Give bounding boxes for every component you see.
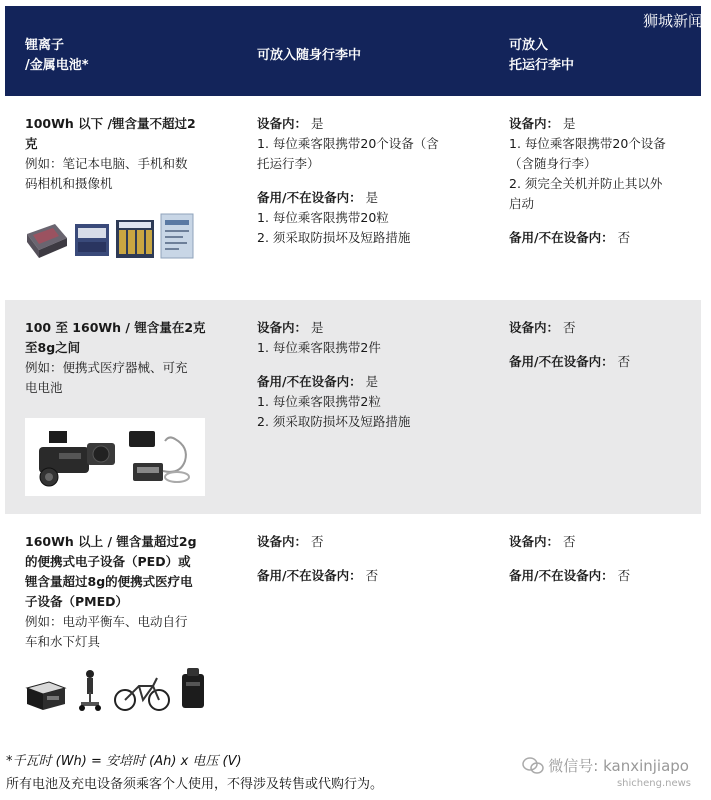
row1-checked-spare-label: 备用/不在设备内：	[509, 230, 614, 245]
row1-title-line1: 100Wh 以下 /锂含量不超过2	[25, 116, 196, 131]
row1-example-line1: 例如：笔记本电脑、手机和数	[25, 156, 188, 171]
row3-title-line1: 160Wh 以上 / 锂含量超过2g	[25, 534, 197, 549]
watermark-top: 狮城新闻	[642, 12, 703, 30]
header-col3-line1: 可放入	[509, 38, 549, 53]
row1-cabin-spare-rule1: 1. 每位乘客限携带20粒	[257, 210, 389, 225]
row2-checked-in-device-label: 设备内：	[509, 320, 560, 335]
row3-cabin-spare-value: 否	[365, 568, 379, 583]
wechat-icon	[522, 757, 544, 775]
header-col1-line1: 锂离子	[25, 38, 65, 53]
row1-checked-rule1-line1: 1. 每位乘客限携带20个设备	[509, 136, 666, 151]
table-header	[5, 6, 701, 96]
row2-battery-cell	[5, 300, 235, 514]
row1-cabin-spare-rule2: 2. 须采取防损坏及短路措施	[257, 230, 411, 245]
row2-checked-spare-label: 备用/不在设备内：	[509, 354, 614, 369]
row1-cabin-spare-value: 是	[365, 190, 379, 205]
battery-pack-icon	[73, 220, 111, 260]
row3-example-line2: 车和水下灯具	[25, 634, 101, 649]
row2-title-line2: 至8g之间	[25, 340, 81, 355]
row3-title-line3: 锂含量超过8g的便携式医疗电	[25, 574, 193, 589]
row2-checked-spare-value: 否	[617, 354, 631, 369]
row2-images	[25, 418, 205, 496]
row3-example-line1: 例如：电动平衡车、电动自行	[25, 614, 188, 629]
wechat-watermark	[522, 755, 689, 776]
segway-icon	[75, 668, 105, 712]
charger-battery-icon	[125, 425, 195, 489]
camcorder-icon	[29, 425, 119, 489]
row1-images	[25, 212, 235, 260]
row2-cabin-spare-label: 备用/不在设备内：	[257, 374, 362, 389]
row2-checked-cell	[485, 300, 701, 514]
row1-cabin-spare-label: 备用/不在设备内：	[257, 190, 362, 205]
row2-cabin-spare-value: 是	[365, 374, 379, 389]
row2-cabin-in-device-label: 设备内：	[257, 320, 308, 335]
row3-cabin-in-device-label: 设备内：	[257, 534, 308, 549]
row3-checked-in-device-label: 设备内：	[509, 534, 560, 549]
row3-title-line2: 的便携式电子设备（PED）或	[25, 554, 191, 569]
table-row	[5, 96, 701, 300]
footer	[0, 746, 711, 800]
ebike-icon	[113, 672, 171, 712]
header-col-battery	[5, 6, 235, 96]
row1-title-line2: 克	[25, 136, 38, 151]
row3-checked-in-device-value: 否	[563, 534, 576, 549]
dive-light-battery-icon	[179, 666, 207, 712]
row3-images	[25, 666, 235, 712]
ups-battery-icon	[25, 678, 67, 712]
row1-checked-rule2-line2: 启动	[509, 196, 535, 211]
phone-battery-icon	[159, 212, 195, 260]
footer-note: 所有电池及充电设备须乘客个人使用，不得涉及转售或代购行为。	[6, 777, 384, 792]
row1-checked-cell	[485, 96, 701, 300]
row2-example-line1: 例如：便携式医疗器械、可充	[25, 360, 188, 375]
row1-checked-in-device-value: 是	[563, 116, 576, 131]
row2-cabin-spare-rule2: 2. 须采取防损坏及短路措施	[257, 414, 411, 429]
footer-formula: *千瓦时 (Wh) = 安培时 (Ah) x 电压 (V)	[6, 754, 242, 769]
header-col-cabin: 可放入随身行李中	[257, 48, 362, 63]
row1-cabin-rule1-line1: 1. 每位乘客限携带20个设备（含	[257, 136, 439, 151]
aa-batteries-icon	[115, 218, 155, 260]
header-col3-line2: 托运行李中	[509, 58, 575, 73]
table-row	[5, 514, 701, 746]
row2-cabin-spare-rule1: 1. 每位乘客限携带2粒	[257, 394, 381, 409]
header-col1-line2: /金属电池*	[25, 58, 89, 73]
row1-cabin-in-device-value: 是	[311, 116, 324, 131]
row1-checked-in-device-label: 设备内：	[509, 116, 560, 131]
row1-cabin-in-device-label: 设备内：	[257, 116, 308, 131]
row2-title-line1: 100 至 160Wh / 锂含量在2克	[25, 320, 206, 335]
row1-checked-rule2-line1: 2. 须完全关机并防止其以外	[509, 176, 663, 191]
row2-cabin-cell	[235, 300, 485, 514]
row3-cabin-in-device-value: 否	[311, 534, 324, 549]
row2-checked-in-device-value: 否	[563, 320, 576, 335]
battery-rules-table	[5, 6, 701, 746]
row3-battery-cell	[5, 514, 235, 746]
power-bank-icon	[25, 220, 69, 260]
row1-checked-rule1-line2: （含随身行李）	[509, 156, 597, 171]
row3-checked-spare-value: 否	[617, 568, 631, 583]
row3-checked-spare-label: 备用/不在设备内：	[509, 568, 614, 583]
table-row	[5, 300, 701, 514]
row2-cabin-in-device-value: 是	[311, 320, 324, 335]
row3-title-line4: 子设备（PMED）	[25, 594, 129, 609]
row1-checked-spare-value: 否	[617, 230, 631, 245]
row1-example-line2: 码相机和摄像机	[25, 176, 113, 191]
wechat-id: 微信号: kanxinjiapo	[548, 757, 689, 775]
row3-checked-cell	[485, 514, 701, 746]
row2-cabin-rule1: 1. 每位乘客限携带2件	[257, 340, 381, 355]
row1-battery-cell	[5, 96, 235, 300]
row1-cabin-cell	[235, 96, 485, 300]
row2-example-line2: 电电池	[25, 380, 63, 395]
row1-cabin-rule1-line2: 托运行李）	[257, 156, 320, 171]
row3-cabin-cell	[235, 514, 485, 746]
row3-cabin-spare-label: 备用/不在设备内：	[257, 568, 362, 583]
wechat-sub: shicheng.news	[616, 778, 691, 789]
